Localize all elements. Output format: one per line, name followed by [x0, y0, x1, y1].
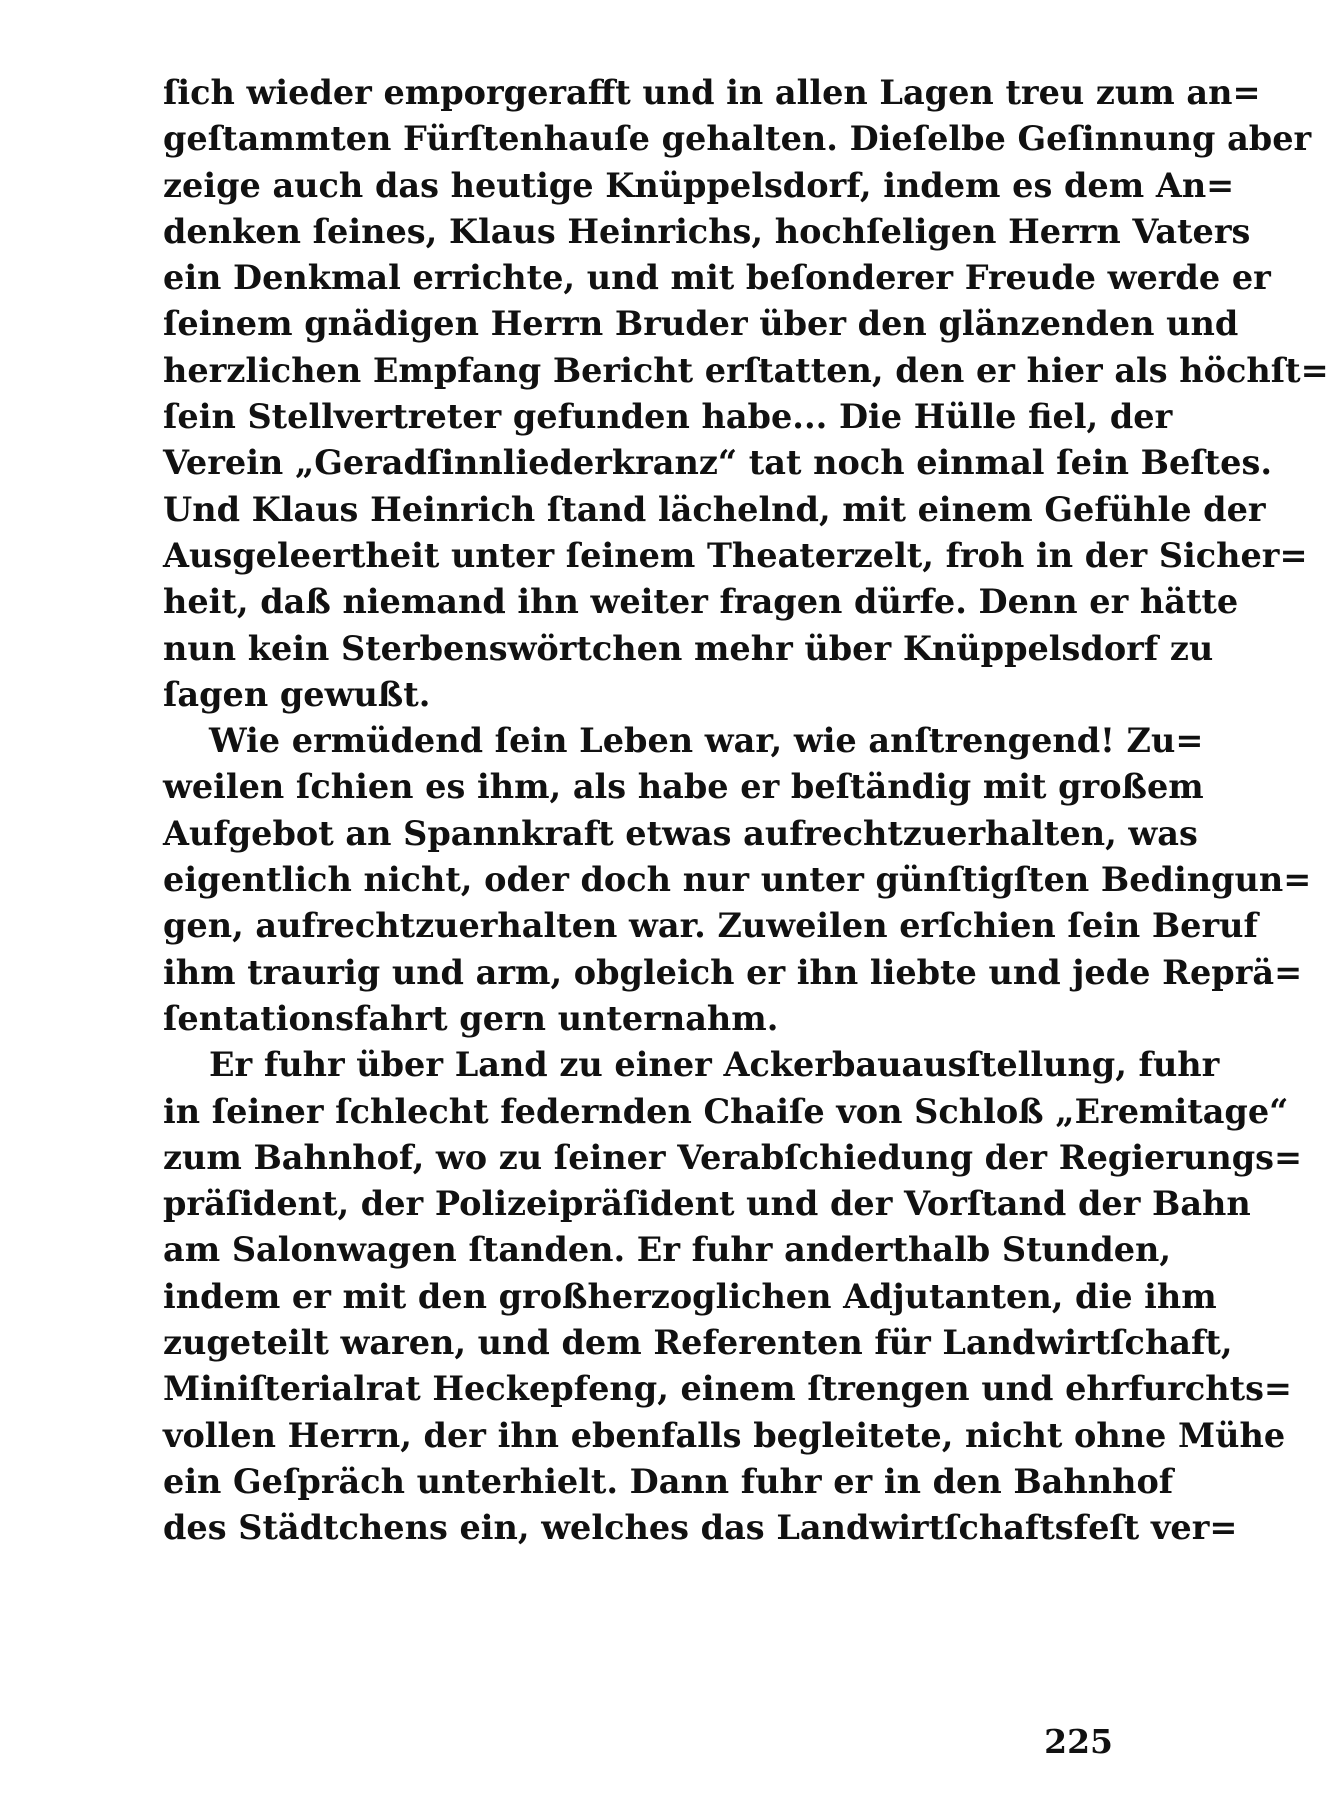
body-text [163, 70, 1329, 1552]
text-line: des Städtchens ein, welches das Landwirtſchaftsfeſt ver= [163, 1508, 1238, 1548]
text-line: ihm traurig und arm, obgleich er ihn liebte und jede Reprä= [163, 952, 1303, 992]
text-line: vollen Herrn, der ihn ebenfalls begleitete, nicht ohne Mühe [163, 1415, 1286, 1455]
text-line: zum Bahnhof, wo zu ſeiner Verabſchiedung der Regierungs= [163, 1137, 1303, 1177]
text-line: weilen ſchien es ihm, als habe er beſtändig mit großem [163, 767, 1204, 807]
text-line: ein Denkmal errichte, und mit beſonderer Freude werde er [163, 258, 1271, 298]
text-line: nun kein Sterbenswörtchen mehr über Knüppelsdorf zu [163, 628, 1214, 668]
text-line: ein Geſpräch unterhielt. Dann fuhr er in den Bahnhof [163, 1461, 1174, 1501]
text-line: geſtammten Fürſtenhauſe gehalten. Dieſelbe Geſinnung aber [163, 119, 1312, 159]
text-line: Ausgeleertheit unter ſeinem Theaterzelt, froh in der Sicher= [163, 535, 1308, 575]
text-line: ſein Stellvertreter gefunden habe... Die Hülle fiel, der [163, 397, 1173, 437]
text-line: Wie ermüdend ſein Leben war, wie anſtrengend! Zu= [209, 721, 1204, 761]
text-line: ſeinem gnädigen Herrn Bruder über den glänzenden und [163, 304, 1239, 344]
text-line: zeige auch das heutige Knüppelsdorf, indem es dem An= [163, 165, 1235, 205]
text-line: zugeteilt waren, und dem Referenten für Landwirtſchaft, [163, 1323, 1233, 1363]
text-line: denken ſeines, Klaus Heinrichs, hochſeligen Herrn Vaters [163, 211, 1251, 251]
text-line: ſentationsfahrt gern unternahm. [163, 998, 779, 1038]
text-line: ſagen gewußt. [163, 674, 431, 714]
page-number: 225 [1044, 1722, 1113, 1761]
paragraph [163, 70, 1329, 718]
text-line: in ſeiner ſchlecht federnden Chaiſe von Schloß „Eremitage“ [163, 1091, 1289, 1131]
text-line: herzlichen Empfang Bericht erſtatten, den er hier als höchſt= [163, 350, 1329, 390]
text-line: gen, aufrechtzuerhalten war. Zuweilen erſchien ſein Beruf [163, 906, 1258, 946]
text-line: Und Klaus Heinrich ſtand lächelnd, mit einem Gefühle der [163, 489, 1266, 529]
text-line: präſident, der Polizeipräſident und der Vorſtand der Bahn [163, 1184, 1251, 1224]
text-line: indem er mit den großherzoglichen Adjutanten, die ihm [163, 1276, 1217, 1316]
text-line: am Salonwagen ſtanden. Er fuhr anderthalb Stunden, [163, 1230, 1172, 1270]
text-line: Miniſterialrat Heckepfeng, einem ſtrengen und ehrfurchts= [163, 1369, 1293, 1409]
text-line: Verein „Geradſinnliederkranz“ tat noch einmal ſein Beſtes. [163, 443, 1272, 483]
paragraph [163, 718, 1312, 1042]
text-line: Aufgebot an Spannkraft etwas aufrechtzuerhalten, was [163, 813, 1198, 853]
paragraph [163, 1042, 1303, 1551]
text-line: ſich wieder emporgerafft und in allen Lagen treu zum an= [163, 73, 1261, 112]
text-line: heit, daß niemand ihn weiter fragen dürfe. Denn er hätte [163, 582, 1239, 622]
text-line: eigentlich nicht, oder doch nur unter günſtigſten Bedingun= [163, 860, 1312, 900]
text-line: Er fuhr über Land zu einer Ackerbauausſtellung, fuhr [209, 1045, 1220, 1085]
